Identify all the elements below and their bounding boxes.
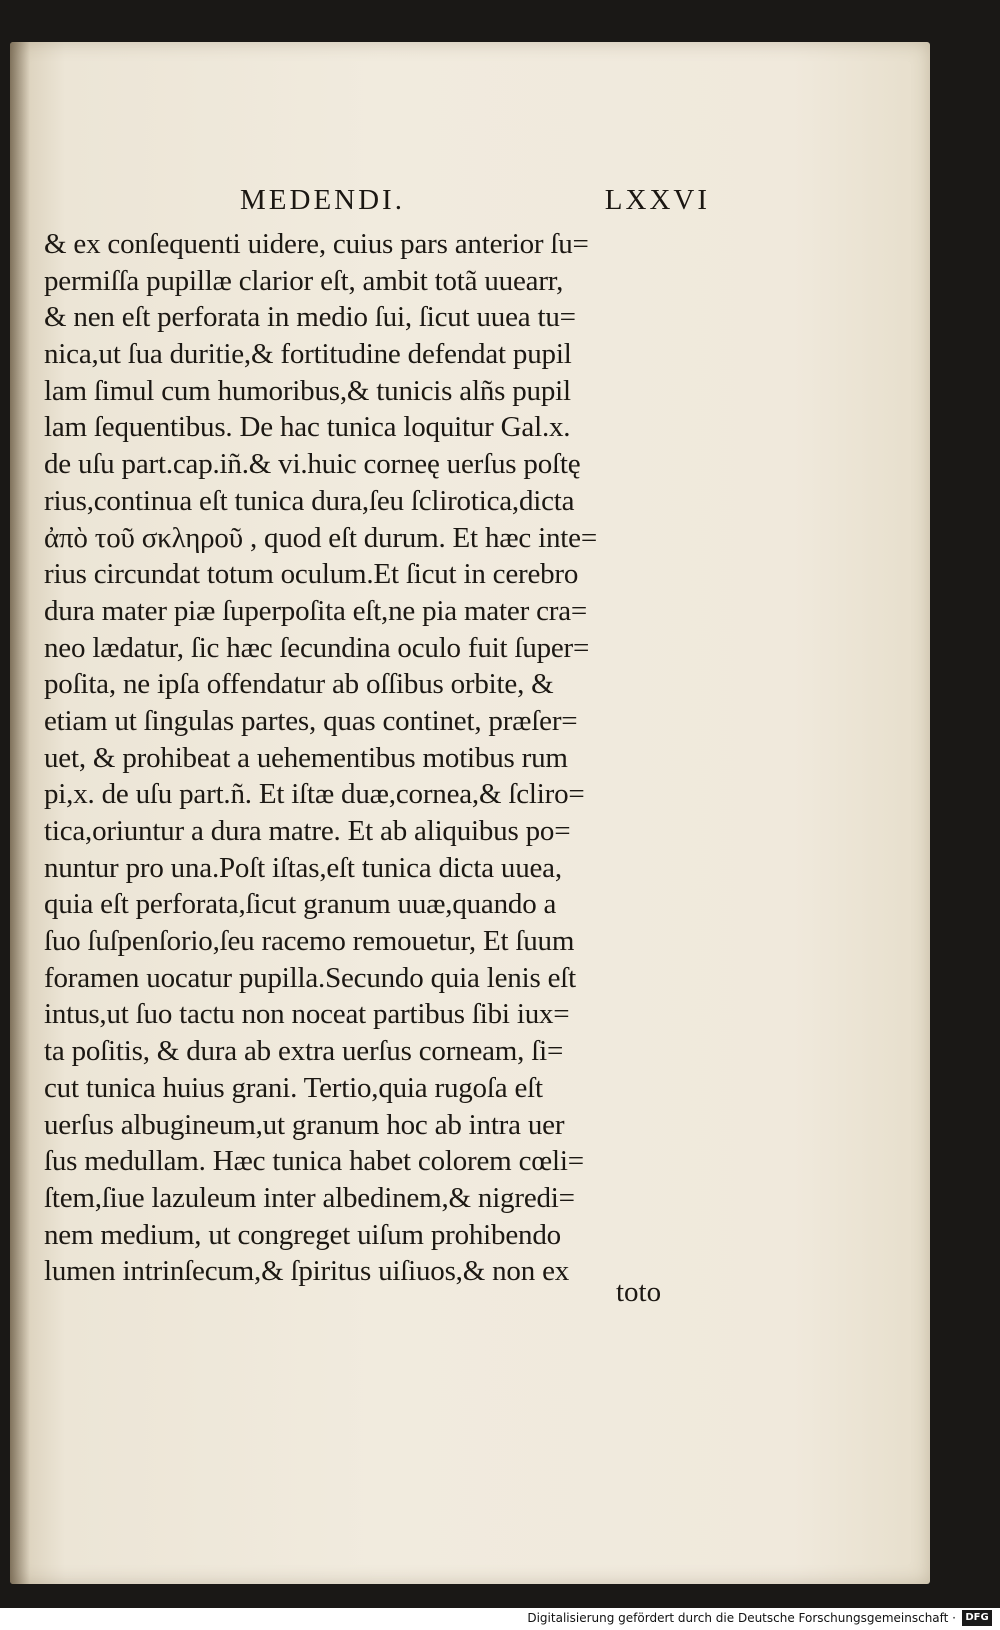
text-line: lam ſimul cum humoribus,& tunicis alñs pupil [44, 374, 571, 407]
digitization-footer [0, 1608, 1000, 1630]
text-line: quia eſt perforata,ſicut granum uuæ,quando a [44, 888, 557, 921]
text-line: & ex conſequenti uidere, cuius pars anterior ſu= [44, 228, 589, 260]
text-line: lam ſequentibus. De hac tunica loquitur Gal.x. [44, 411, 571, 444]
text-line: neo lædatur, ſic hæc ſecundina oculo fuit ſuper= [44, 631, 590, 664]
funding-credit: Digitalisierung gefördert durch die Deutsche Forschungsgemeinschaft · [527, 1611, 956, 1625]
page-header [240, 184, 710, 224]
text-line: ſtem,ſiue lazuleum inter albedinem,& nigredi= [44, 1181, 575, 1214]
text-line: cut tunica huius grani. Tertio,quia rugoſa eſt [44, 1071, 543, 1104]
text-line: ſus medullam. Hæc tunica habet colorem cœli= [44, 1145, 584, 1178]
text-line: rius,continua eſt tunica dura,ſeu ſclirotica,dicta [44, 484, 575, 517]
text-line: nuntur pro una.Poſt iſtas,eſt tunica dicta uuea, [44, 851, 562, 884]
text-line: pi,x. de uſu part.ñ. Et iſtæ duæ,cornea,& ſcliro= [44, 778, 585, 811]
text-line: foramen uocatur pupilla.Secundo quia lenis eſt [44, 961, 576, 994]
text-line: uerſus albugineum,ut granum hoc ab intra uer [44, 1108, 565, 1141]
text-line: ta poſitis, & dura ab extra uerſus corneam, ſi= [44, 1035, 564, 1068]
text-line: dura mater piæ ſuperpoſita eſt,ne pia mater cra= [44, 594, 588, 627]
body-text [44, 226, 704, 1290]
text-line: uet, & prohibeat a uehementibus motibus rum [44, 741, 568, 774]
text-line: intus,ut ſuo tactu non noceat partibus ſibi iux= [44, 998, 570, 1031]
running-head: MEDENDI. [240, 184, 405, 216]
dfg-logo: DFG [962, 1610, 992, 1626]
text-line: de uſu part.cap.iñ.& vi.huic corneę uerſus poſtę [44, 448, 581, 481]
text-line: ſuo ſuſpenſorio,ſeu racemo remouetur, Et ſuum [44, 925, 575, 958]
folio-number: LXXVI [604, 184, 710, 216]
text-line: tica,oriuntur a dura matre. Et ab aliquibus po= [44, 815, 571, 847]
text-line: ἀπὸ τοῦ σκληροῦ , quod eſt durum. Et hæc inte= [44, 521, 597, 554]
text-line: rius circundat totum oculum.Et ſicut in cerebro [44, 558, 579, 591]
text-line: nem medium, ut congreget uiſum prohibendo [44, 1218, 561, 1251]
text-line: & nen eſt perforata in medio ſui, ſicut uuea tu= [44, 301, 576, 334]
catchword: toto [616, 1276, 662, 1308]
text-line: poſita, ne ipſa offendatur ab oſſibus orbite, & [44, 668, 554, 701]
text-line: nica,ut ſua duritie,& fortitudine defendat pupil [44, 338, 572, 371]
page-gutter-shadow [10, 42, 30, 1584]
text-line: lumen intrinſecum,& ſpiritus uiſiuos,& non ex [44, 1255, 570, 1288]
text-line: permiſſa pupillæ clarior eſt, ambit totã uuearr, [44, 264, 564, 297]
text-line: etiam ut ſingulas partes, quas continet, præſer= [44, 704, 578, 737]
